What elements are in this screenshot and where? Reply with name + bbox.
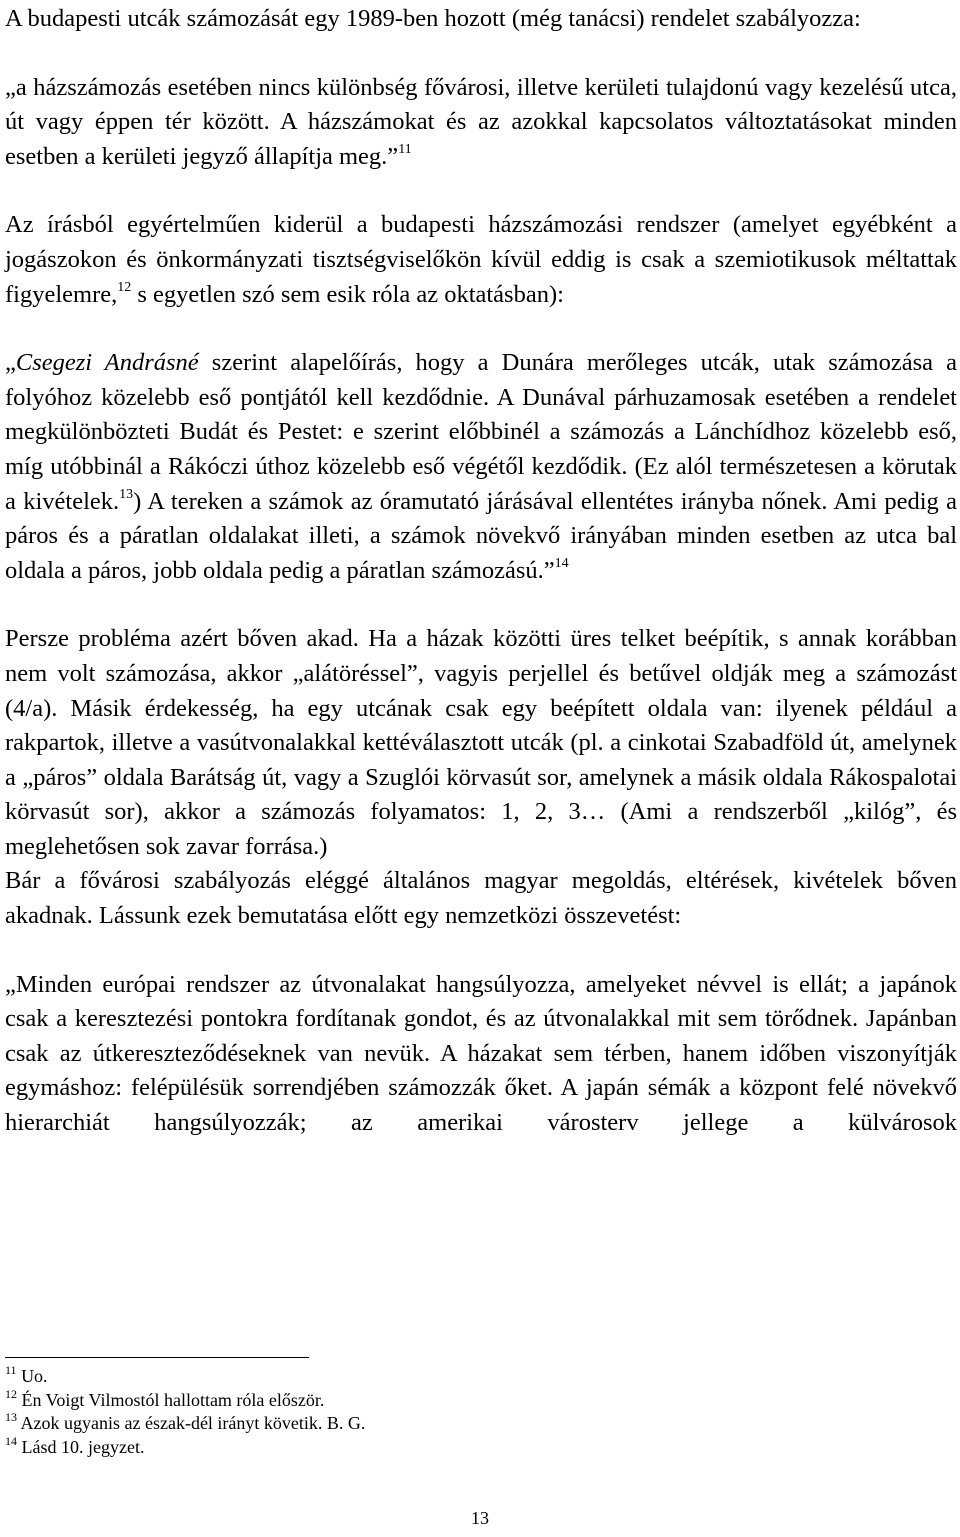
footnote-13: [5, 1412, 955, 1436]
paragraph-text: s egyetlen szó sem esik róla az oktatásban):: [131, 280, 564, 308]
quote-text: ) A tereken a számok az óramutató járásával ellentétes irányba nőnek. Ami pedig a páros és a páratlan oldalakat illeti, a számok növekvő irányában minden esetben az utca bal oldala a páros, jobb oldala pedig a páratlan számozású.”: [5, 487, 957, 584]
footnote-ref-12[interactable]: 12: [117, 279, 132, 295]
footnote-text: Én Voigt Vilmostól hallottam róla először.: [21, 1389, 325, 1410]
footnote-separator: [5, 1357, 309, 1358]
quote-csegezi: [5, 346, 957, 588]
quote-text: „Minden európai rendszer az útvonalakat hangsúlyozza, amelyeket névvel is ellát; a japánok csak a keresztezési pontokra fordítanak gondot, és az útvonalakkal mit sem törődnek. Japánban csak az útkereszteződéseknek van nevük. A házakat sem térben, hanem időben viszonyítják egymáshoz: felépülésük sorrendjében számozzák őket. A japán sémák a központ felé növekvő hierarchiát hangsúlyozzák; az amerikai városterv jellege a külvárosok: [5, 970, 957, 1137]
paragraph-analysis: [5, 208, 957, 312]
paragraph-text: Persze probléma azért bőven akad. Ha a házak közötti üres telket beépítik, s annak korábban nem volt számozása, akkor „alátöréssel”, vagyis perjellel és betűvel oldják meg a számozást (4/a). Másik érdekesség, ha egy utcának csak egy beépített oldala van: ilyenek például a rakpartok, illetve a vasútvonalakkal kettéválasztott utcák (pl. a cinkotai Szabadföld út, amelynek a „páros” oldala Barátság út, vagy a Szuglói körvasút sor, amelynek a másik oldala Rákospalotai körvasút sor), akkor a számozás folyamatos: 1, 2, 3… (Ami a rendszerből „kilóg”, és meglehetősen sok zavar forrása.): [5, 625, 957, 860]
footnotes: [5, 1365, 955, 1459]
quote-text: szerint alapelőírás, hogy a Dunára merőleges utcák, utak számozása a folyóhoz közelebb eső pontjától kell kezdődnie. A Dunával párhuzamosak esetében a rendelet megkülönbözteti Budát és Pestet: e szerint előbbinél a számozás a Lánchídhoz közelebb eső, míg utóbbinál a Rákóczi úthoz közelebb eső végétől kezdődik. (Ez alól természetesen a körutak a kivételek.: [5, 349, 957, 515]
footnote-number: 12: [5, 1386, 17, 1401]
footnote-number: 14: [5, 1433, 17, 1448]
paragraph-text: A budapesti utcák számozását egy 1989-ben hozott (még tanácsi) rendelet szabályozza:: [5, 5, 861, 32]
page-number: 13: [471, 1508, 489, 1528]
footnote-11: [5, 1365, 955, 1389]
paragraph-comparison: [5, 864, 957, 933]
quote-text: „a házszámozás esetében nincs különbség fővárosi, illetve kerületi tulajdonú vagy kezelésű utca, út vagy éppen tér között. A házszámokat és az azokkal kapcsolatos változtatásokat minden esetben a kerületi jegyző állapítja meg.”: [5, 73, 957, 170]
footnote-ref-11[interactable]: 11: [398, 141, 412, 157]
paragraph-problems: [5, 622, 957, 864]
footnote-text: Azok ugyanis az észak-dél irányt követik. B. G.: [20, 1413, 366, 1433]
footnote-number: 11: [5, 1363, 17, 1377]
quote-regulation: [5, 71, 957, 175]
document-page: [5, 0, 957, 1141]
footnote-12: [5, 1386, 955, 1413]
quote-international: [5, 968, 957, 1141]
paragraph-text: Bár a fővárosi szabályozás eléggé általános magyar megoldás, eltérések, kivételek bőven akadnak. Lássunk ezek bemutatása előtt egy nemzetközi összevetést:: [5, 867, 957, 930]
quoted-author: Csegezi Andrásné: [15, 349, 199, 377]
footnote-number: 13: [5, 1410, 17, 1424]
paragraph-intro: [5, 2, 957, 37]
footnote-14: [5, 1433, 955, 1460]
footnote-ref-13[interactable]: 13: [119, 486, 134, 502]
quote-mark: „: [5, 349, 16, 377]
paragraph-text: Az írásból egyértelműen kiderül a budapesti házszámozási rendszer (amelyet egyébként a jogászokon és önkormányzati tisztségviselőkön kívül eddig is csak a szemiotikusok méltattak figyelemre,: [5, 211, 957, 308]
footnote-text: Lásd 10. jegyzet.: [21, 1436, 145, 1457]
footnote-ref-14[interactable]: 14: [554, 555, 569, 571]
footnote-text: Uo.: [21, 1366, 48, 1386]
